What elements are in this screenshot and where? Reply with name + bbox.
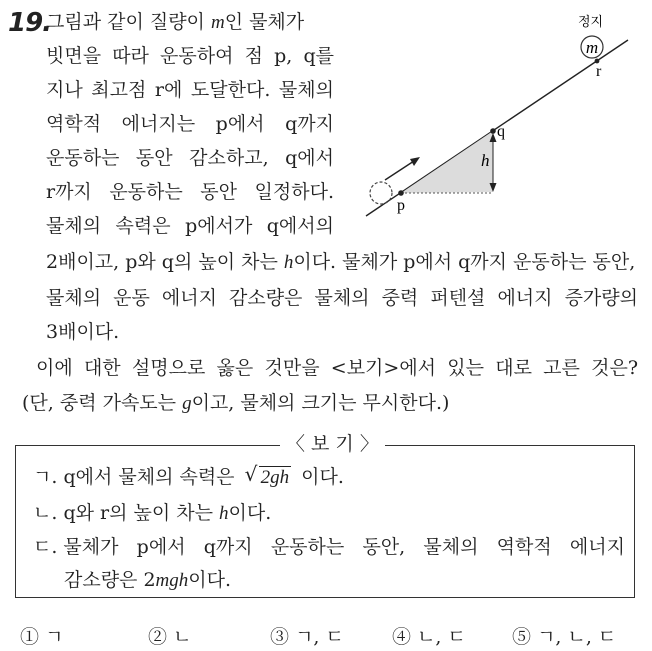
point-p-dot xyxy=(398,190,404,196)
bogi-item-2 xyxy=(33,501,271,526)
stem-line-2: 빗면을 따라 운동하여 점 p, q를 xyxy=(46,45,334,67)
sqrt-radicand: 2gh xyxy=(260,467,290,488)
choice-1-number: ① xyxy=(20,626,40,648)
choice-3[interactable] xyxy=(270,622,344,649)
bogi-item-1-tail: 이다. xyxy=(295,466,344,488)
bogi-item-3-line2-text: 감소량은 2 xyxy=(64,569,156,591)
mass-label: m xyxy=(585,38,599,57)
choice-2[interactable] xyxy=(148,622,191,649)
choice-3-number: ③ xyxy=(270,626,290,648)
choice-4-number: ④ xyxy=(392,626,412,648)
point-q-label: q xyxy=(497,123,505,140)
bogi-item-3-var: mgh xyxy=(155,570,189,591)
bogi-item-2-var: h xyxy=(218,503,229,524)
bogi-title: 〈 보 기 〉 xyxy=(280,430,385,458)
choice-3-text: ㄱ, ㄷ xyxy=(295,626,344,648)
point-q-dot xyxy=(490,128,496,134)
bogi-item-1-marker: ㄱ. xyxy=(33,466,58,488)
bogi-item-2-marker: ㄴ. xyxy=(33,502,58,524)
height-variable: h xyxy=(283,252,294,273)
choice-5-number: ⑤ xyxy=(512,626,532,648)
choice-5[interactable] xyxy=(512,622,616,649)
stem-line-4: 역학적 에너지는 p에서 q까지 xyxy=(46,113,334,135)
choice-2-number: ② xyxy=(148,626,168,648)
sqrt-expression xyxy=(244,462,292,490)
point-p-label: p xyxy=(397,197,405,214)
choice-4[interactable] xyxy=(392,622,466,649)
question-number: 19. xyxy=(8,8,52,38)
bogi-item-3 xyxy=(33,535,625,559)
choice-1-text: ㄱ xyxy=(45,626,64,648)
sqrt-sign-icon: √ xyxy=(244,462,258,486)
choice-4-text: ㄴ, ㄷ xyxy=(417,626,466,648)
stem-line-12-text: (단, 중력 가속도는 xyxy=(22,392,183,414)
stem-line-10: 3배이다. xyxy=(46,321,120,343)
height-label: h xyxy=(481,151,490,170)
bogi-item-3-text: 물체가 p에서 q까지 운동하는 동안, 물체의 역학적 에너지 xyxy=(63,536,625,558)
incline-diagram xyxy=(0,0,652,260)
stem-line-3: 지나 최고점 r에 도달한다. 물체의 xyxy=(46,79,334,101)
stem-line-8-text: 2배이고, p와 q의 높이 차는 xyxy=(46,251,284,273)
bogi-item-1 xyxy=(33,462,344,490)
bogi-item-2-text: q와 r의 높이 차는 xyxy=(63,502,219,524)
stem-line-12 xyxy=(22,391,449,416)
stem-line-6: r까지 운동하는 동안 일정하다. xyxy=(46,181,334,203)
stem-line-5: 운동하는 동안 감소하고, q에서 xyxy=(46,147,334,169)
velocity-arrow xyxy=(385,161,414,180)
stop-label: 정지 xyxy=(578,15,604,30)
stem-line-1-text: 그림과 같이 질량이 xyxy=(46,11,211,33)
bogi-item-3-tail: 이다. xyxy=(188,569,232,591)
bogi-item-2-tail: 이다. xyxy=(228,502,272,524)
gravity-variable: g xyxy=(182,393,192,414)
stem-line-8-tail: 이다. 물체가 p에서 q까지 운동하는 동안, xyxy=(293,251,636,273)
stem-line-11: 이에 대한 설명으로 옳은 것만을 <보기>에서 있는 대로 고른 것은? xyxy=(36,357,638,379)
choice-1[interactable] xyxy=(20,622,63,649)
choice-5-text: ㄱ, ㄴ, ㄷ xyxy=(537,626,617,648)
mass-variable: m xyxy=(210,12,225,33)
bogi-item-3-marker: ㄷ. xyxy=(33,536,58,558)
stem-line-9: 물체의 운동 에너지 감소량은 물체의 중력 퍼텐셜 에너지 증가량의 xyxy=(46,287,638,309)
bogi-item-3-line2 xyxy=(64,568,231,593)
stem-line-12-tail: 이고, 물체의 크기는 무시한다.) xyxy=(191,392,450,414)
point-r-label: r xyxy=(596,63,602,80)
stem-line-7: 물체의 속력은 p에서가 q에서의 xyxy=(46,215,334,237)
choice-2-text: ㄴ xyxy=(173,626,192,648)
bogi-item-1-text: q에서 물체의 속력은 xyxy=(63,466,241,488)
stem-line-1-tail: 인 물체가 xyxy=(224,11,305,33)
velocity-arrow-head xyxy=(410,157,420,166)
